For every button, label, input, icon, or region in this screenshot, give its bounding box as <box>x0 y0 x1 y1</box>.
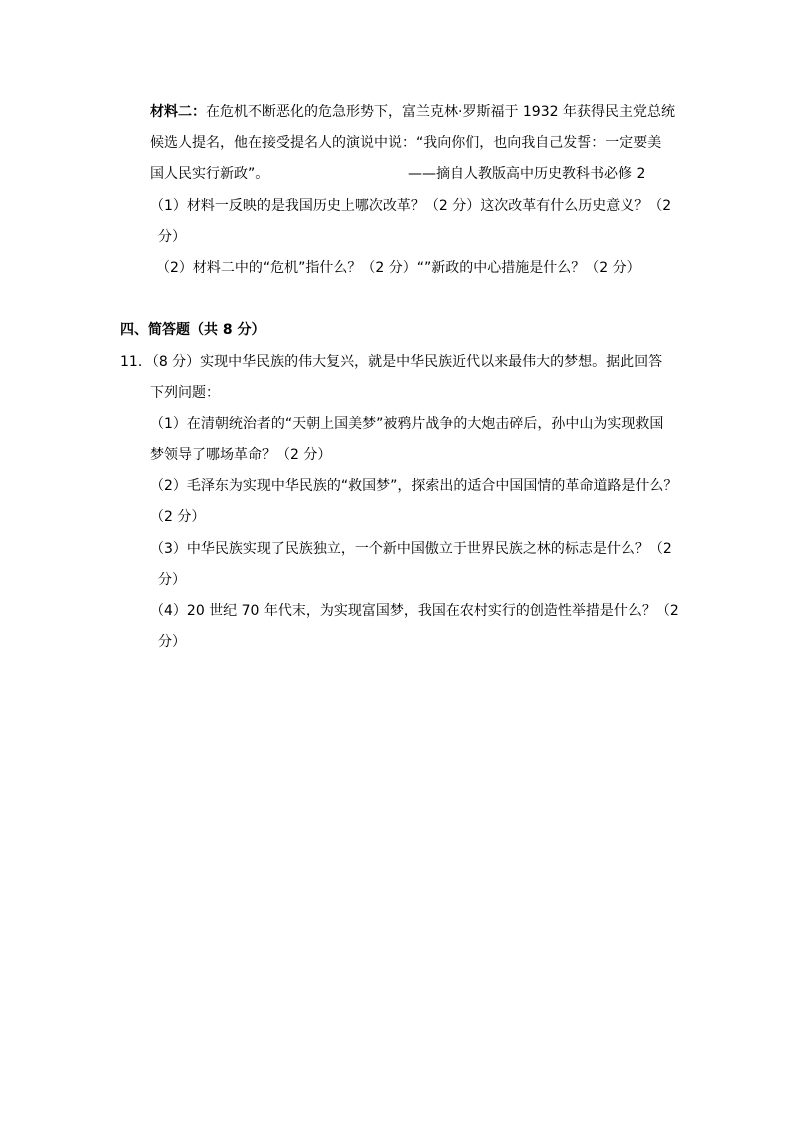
q11-sub2-line-1: （2）毛泽东为实现中华民族的“救国梦”，探索出的适合中国国情的革命道路是什么？ <box>150 478 678 494</box>
q10-sub1-line-1: （1）材料一反映的是我国历史上哪次改革？（2 分）这次改革有什么历史意义？（2 <box>150 198 672 214</box>
q11-sub1-line-2: 梦领导了哪场革命？（2 分） <box>150 447 332 463</box>
q10-sub2: （2）材料二中的“危机”指什么？（2 分）“”新政的中心措施是什么？（2 分） <box>156 260 641 276</box>
q10-sub1-line-2: 分） <box>158 229 186 245</box>
q11-stem-line-2: 下列问题： <box>150 385 220 401</box>
q11-sub1-line-1: （1）在清朝统治者的“天朝上国美梦”被鸦片战争的大炮击碎后，孙中山为实现救国 <box>150 416 664 432</box>
material-2-line-3: 国人民实行新政”。 <box>150 166 270 182</box>
section-4-title: 四、简答题（共 8 分） <box>120 322 266 338</box>
material-2-source: ——摘自人教版高中历史教科书必修 2 <box>408 166 646 182</box>
material-2-line-1 <box>150 102 675 122</box>
material-2-line-2: 候选人提名，他在接受提名人的演说中说：“我向你们，也向我自己发誓：一定要美 <box>150 135 662 151</box>
q11-stem-line-1: 11．（8 分）实现中华民族的伟大复兴，就是中华民族近代以来最伟大的梦想。据此回答 <box>120 354 663 370</box>
material-2-label: 材料二： <box>150 104 206 120</box>
material-2-text-1: 在危机不断恶化的危急形势下，富兰克林·罗斯福于 1932 年获得民主党总统 <box>206 104 675 120</box>
q11-sub4-line-2: 分） <box>158 634 186 650</box>
q11-sub3-line-2: 分） <box>158 572 186 588</box>
q11-sub4-line-1: （4）20 世纪 70 年代末，为实现富国梦，我国在农村实行的创造性举措是什么？（2 <box>150 603 679 619</box>
q11-sub2-line-2: （2 分） <box>150 509 206 525</box>
q11-sub3-line-1: （3）中华民族实现了民族独立，一个新中国傲立于世界民族之林的标志是什么？（2 <box>150 541 672 557</box>
